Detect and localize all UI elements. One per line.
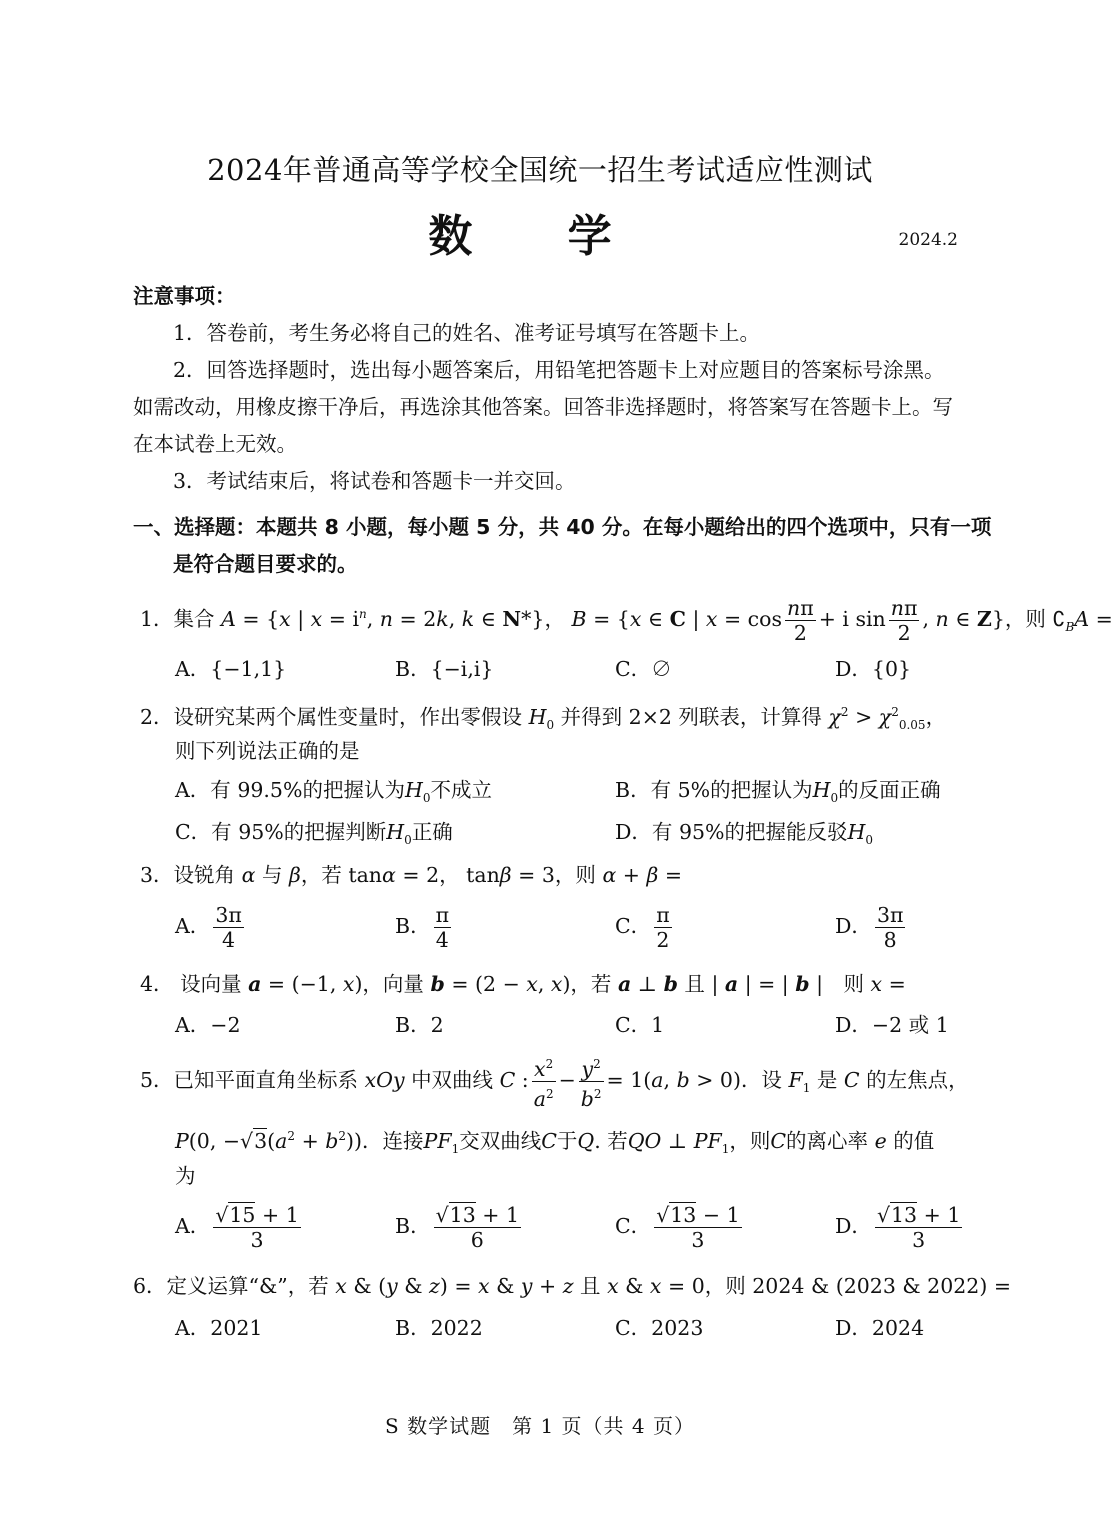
q2-options-row-2 bbox=[175, 815, 965, 851]
q5-option-b: B． $\frac{√13 + 1}{6}$ bbox=[395, 1203, 520, 1252]
question-5: 5．已知平面直角坐标系 xOy 中双曲线 C : $\frac{x^2}{a^2}$ − $\frac{y^2}{b^2}$ = 1(a, b > 0)．设 $F_1$ 是 C 的左焦点， bbox=[140, 1052, 960, 1111]
q1-number: 1． bbox=[140, 607, 174, 631]
q1-option-b: B．{−i,i} bbox=[395, 657, 494, 681]
question-1 bbox=[140, 596, 1113, 645]
q5-line-2: P(0, $-√3(a^2 + b^2)$)．连接$PF_1$交双曲线C于Q. 若QO ⊥ $PF_1$，则C的离心率 e 的值 bbox=[175, 1128, 935, 1156]
q3-stem: 设锐角 bbox=[173, 863, 236, 887]
q4-number: 4． bbox=[140, 972, 174, 996]
exam-title: 2024年普通高等学校全国统一招生考试适应性测试 bbox=[207, 153, 873, 187]
q1-option-c: C．∅ bbox=[615, 657, 672, 681]
notice-heading: 注意事项： bbox=[133, 284, 236, 308]
q6-options bbox=[175, 1311, 965, 1347]
q4-option-c: C．1 bbox=[615, 1013, 665, 1037]
q6-option-c: C．2023 bbox=[615, 1316, 704, 1340]
q6-number: 6． bbox=[133, 1274, 167, 1298]
q3-options bbox=[175, 903, 965, 959]
question-6: 6．定义运算“&”，若 x & (y & z) = x & y + z 且 x & x = 0，则 2024 & (2023 & 2022) = bbox=[133, 1274, 1012, 1298]
q3-number: 3． bbox=[140, 863, 174, 887]
q1-options bbox=[175, 652, 965, 688]
notice-item-1: 1．答卷前，考生务必将自己的姓名、准考证号填写在答题卡上。 bbox=[173, 321, 761, 345]
section-one-heading: 一、选择题：本题共 8 小题，每小题 5 分，共 40 分。在每小题给出的四个选项中，只有一项是符合题目要求的。 bbox=[133, 515, 992, 576]
q5-hyperbola: C : $\frac{x^2}{a^2}$ − $\frac{y^2}{b^2}$ = 1(a, b > 0) bbox=[500, 1068, 741, 1092]
q4-options bbox=[175, 1008, 965, 1044]
q5-options bbox=[175, 1203, 965, 1263]
q5-line-3: 为 bbox=[175, 1164, 196, 1188]
subject-title: 数 学 bbox=[428, 211, 652, 262]
page-footer: S 数学试题 第 1 页（共 4 页） bbox=[385, 1414, 695, 1438]
question-4 bbox=[140, 966, 960, 1002]
q2-option-c: C．有 95%的把握判断$H_0$正确 bbox=[175, 820, 453, 848]
question-3 bbox=[140, 857, 960, 893]
q6-option-a: A．2021 bbox=[175, 1316, 263, 1340]
q3-option-b: B． $\frac{\pi}{4}$ bbox=[395, 903, 450, 952]
q2-formula: $\chi^2 > \chi^2_{0.05}$， bbox=[828, 704, 947, 732]
q1-stem: 集合 bbox=[173, 607, 215, 631]
q2-stem-b: 并得到 2×2 列联表，计算得 bbox=[560, 704, 822, 729]
question-2: 2．设研究某两个属性变量时，作出零假设 $H_0$ 并得到 2×2 列联表，计算得 $\chi^2 > \chi^2_{0.05}$， bbox=[140, 704, 947, 732]
q3-option-d: D． $\frac{3\pi}{8}$ bbox=[835, 903, 904, 952]
q5-option-a: A． $\frac{√15 + 1}{3}$ bbox=[175, 1203, 299, 1252]
q6-option-b: B．2022 bbox=[395, 1316, 483, 1340]
q4-option-d: D．−2 或 1 bbox=[835, 1013, 949, 1037]
q3-option-a: A． $\frac{3\pi}{4}$ bbox=[175, 903, 242, 952]
notice-section bbox=[133, 278, 958, 500]
q2-stem-a: 设研究某两个属性变量时，作出零假设 bbox=[173, 704, 523, 729]
q1-option-d: D．{0} bbox=[835, 657, 912, 681]
q4-option-a: A．−2 bbox=[175, 1013, 241, 1037]
q4-option-b: B．2 bbox=[395, 1013, 444, 1037]
q1-formula-a: A = {x | $x = i^n$, n = 2k, k ∈ N*}， bbox=[221, 607, 565, 631]
q3-formula: α 与 β，若 tanα = 2， tanβ = 3，则 α + β = bbox=[241, 863, 683, 887]
q5-number: 5． bbox=[140, 1067, 174, 1092]
q5-option-d: D． $\frac{√13 + 1}{3}$ bbox=[835, 1203, 961, 1252]
q6-option-d: D．2024 bbox=[835, 1316, 925, 1340]
notice-item-2: 2．回答选择题时，选出每小题答案后，用铅笔把答题卡上对应题目的答案标号涂黑。如需改动，用橡皮擦干净后，再选涂其他答案。回答非选择题时，将答案写在答题卡上。写在本试卷上无效。 bbox=[133, 358, 953, 456]
q2-number: 2． bbox=[140, 704, 174, 729]
exam-date: 2024.2 bbox=[898, 230, 958, 250]
q2-option-d: D．有 95%的把握能反驳$H_0$ bbox=[615, 820, 874, 848]
q1-option-a: A．{−1,1} bbox=[175, 657, 287, 681]
q1-formula-b: B = {x ∈ C | x = cos $\frac{n\pi}{2}$ + i sin $\frac{n\pi}{2}$ , n ∈ Z}，则 $∁_BA$ = bbox=[571, 596, 1113, 645]
q2-option-a: A．有 99.5%的把握认为$H_0$不成立 bbox=[175, 778, 492, 806]
q5-option-c: C． $\frac{√13 - 1}{3}$ bbox=[615, 1203, 740, 1252]
q4-formula: 设向量 a = (−1, x)，向量 b = (2 − x, x)，若 a ⊥ b 且 | a | = | b | 则 x = bbox=[180, 972, 906, 996]
notice-item-3: 3．考试结束后，将试卷和答题卡一并交回。 bbox=[173, 469, 576, 493]
q2-options-row-1 bbox=[175, 773, 965, 809]
q2-stem-c: 则下列说法正确的是 bbox=[175, 739, 360, 763]
q5-point-p: P(0, $-√3(a^2 + b^2)$) bbox=[175, 1128, 363, 1153]
q2-option-b: B．有 5%的把握认为$H_0$的反面正确 bbox=[615, 778, 941, 806]
q3-option-c: C． $\frac{\pi}{2}$ bbox=[615, 903, 670, 952]
